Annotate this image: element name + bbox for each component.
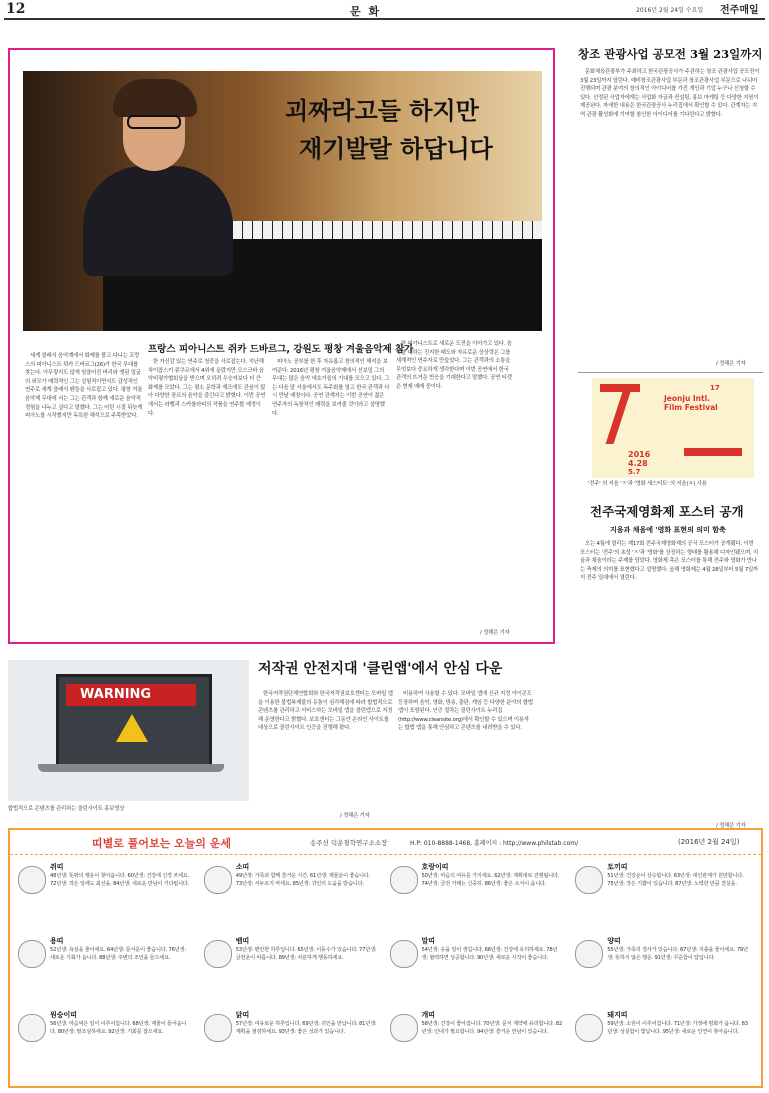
main-story-frame bbox=[8, 48, 555, 644]
zodiac-animal-icon bbox=[204, 1014, 232, 1042]
zodiac-fortune-text: 58년생: 건강이 좋아집니다. 70년생: 문서 계약에 유리합니다. 82년생: 인내가 필요합니다. 94년생: 즐거운 만남이 있습니다. bbox=[421, 1021, 563, 1036]
sidebar-body: 문화체육관광부가 주최하고 한국관광공사가 주관하는 창조 관광사업 공모전이 3월 23일까지 열린다. 예비창조관광사업 부문과 창조관광사업 부문으로 나뉘어 진행되며 관광 분야의 창의적인 아이디어를 가진 개인과 기업 누구나 신청할 수 있다. 선정된 사업자에게는 사업화 자금과 컨설팅, 홍보 마케팅 등 다양한 지원이 제공된다. 자세한 내용은 한국관광공사 누리집에서 확인할 수 있다. 관계자는 지역 관광 활성화에 기여할 참신한 아이디어를 기다린다고 밝혔다. bbox=[580, 69, 760, 118]
zodiac-fortune-text: 59년생: 소원이 이루어집니다. 71년생: 가정에 평화가 옵니다. 83년생: 성실함이 빛납니다. 95년생: 새로운 인연이 찾아옵니다. bbox=[607, 1021, 748, 1036]
zodiac-animal-icon bbox=[18, 1014, 46, 1042]
fortune-cell bbox=[386, 860, 568, 930]
zodiac-fortune-text: 55년생: 가족의 경사가 있습니다. 67년생: 지출을 줄이세요. 79년생: 뜻하지 않은 행운. 91년생: 꾸준함이 답입니다. bbox=[607, 947, 748, 962]
warning-caption: 합법적으로 콘텐츠를 관리하는 클린사이트 홍보영상 bbox=[8, 806, 125, 812]
zodiac-name: 소띠 bbox=[235, 863, 250, 871]
zodiac-name: 말띠 bbox=[421, 937, 436, 945]
poster-headline: 전주국제영화제 포스터 공개 bbox=[590, 504, 744, 519]
zodiac-fortune-text: 56년생: 마음먹은 일이 이루어집니다. 68년생: 재물이 들어옵니다. 80년생: 말조심하세요. 92년생: 기회를 잡으세요. bbox=[50, 1021, 187, 1036]
zodiac-animal-icon bbox=[204, 866, 232, 894]
fortune-title: 띠별로 풀어보는 오늘의 운세 bbox=[92, 837, 231, 850]
main-col-2: 한 자신감 있는 연주로 청중을 사로잡는다. 지난해 차이콥스키 콩쿠르에서 4위에 올랐지만 모스크바 음악비평가협회상을 받으며 오히려 우승자보다 더 큰 화제를 모았다. 그는 평소 문학과 재즈에도 관심이 많아 다양한 장르의 음악을 즐긴다고 밝혔다. 이번 공연에서는 라벨과 스카를라티의 작품을 연주할 예정이다. bbox=[148, 359, 266, 417]
zodiac-animal-icon bbox=[575, 1014, 603, 1042]
zodiac-fortune-text: 48년생: 뜻밖의 행운이 찾아옵니다. 60년생: 건강에 신경 쓰세요. 72년생: 작은 일에도 최선을. 84년생: 새로운 만남이 기다립니다. bbox=[50, 873, 190, 888]
poster-caption: '전주' 의 지음 'ㅈ'과 '영화 새스터트' 의 지음(ㅍ) 사용 bbox=[588, 481, 707, 487]
pianist-photo bbox=[23, 71, 542, 331]
zodiac-fortune-text: 53년생: 편안한 하루입니다. 65년생: 이동수가 있습니다. 77년생: 금전운이 따릅니다. 89년생: 차분하게 행동하세요. bbox=[235, 947, 377, 962]
zodiac-name: 돼지띠 bbox=[607, 1011, 628, 1019]
warning-triangle-icon bbox=[116, 714, 148, 742]
poster-title: Jeonju Intl. Film Festival bbox=[664, 394, 718, 412]
zodiac-fortune-text: 52년생: 욕심을 줄이세요. 64년생: 문서운이 좋습니다. 76년생: 새로운 기회가 옵니다. 88년생: 주변의 조언을 들으세요. bbox=[50, 947, 186, 962]
main-col-4: 한 피아니스트로 새로운 도전을 이어가고 있다. 음악을 대하는 진지한 태도와 자유로운 상상력은 그를 세계적인 연주자로 만들었다. 그는 관객과의 소통을 무엇보다 중요하게 생각한다며 이번 공연에서 한국 관객의 뜨거운 반응을 기대한다고 말했다. 공연 티켓은 현재 예매 중이다. bbox=[396, 341, 512, 390]
zodiac-animal-icon bbox=[390, 866, 418, 894]
fortune-date: (2016년 2월 24일) bbox=[678, 838, 740, 846]
zodiac-fortune-text: 49년생: 가족과 함께 즐거운 시간. 61년생: 재물운이 좋습니다. 73년생: 서두르지 마세요. 85년생: 귀인의 도움을 받습니다. bbox=[235, 873, 371, 888]
fortune-cell bbox=[571, 1008, 753, 1078]
page-number: 12 bbox=[6, 1, 26, 17]
fortune-contact: H.P: 010-8888-1468, 홈페이지 : http://www.philstab.com/ bbox=[410, 840, 579, 847]
zodiac-animal-icon bbox=[204, 940, 232, 968]
zodiac-fortune-text: 54년생: 웃을 일이 생깁니다. 66년생: 건강에 유의하세요. 78년생: 협력하면 성공합니다. 90년생: 새로운 시작이 좋습니다. bbox=[421, 947, 558, 962]
zodiac-fortune-text: 50년생: 마음의 여유를 가지세요. 62년생: 계획대로 진행됩니다. 74년생: 금전 거래는 신중히. 86년생: 좋은 소식이 옵니다. bbox=[421, 873, 560, 888]
clean-col-1: 한국저작권단체연합회와 한국저작권보호센터는 모바일 앱을 이용한 불법복제물의 유통이 심각해짐에 따라 합법적으로 콘텐츠를 관리하고 서비스하는 모바일 앱을 클린앱으로 지정해 운영한다고 밝혔다. 보호센터는 그동안 온라인 사이트를 대상으로 클린사이트 인증을 진행해 왔다. bbox=[258, 691, 393, 732]
fortune-cell bbox=[200, 860, 382, 930]
zodiac-fortune-text: 57년생: 여유로운 하루입니다. 69년생: 귀인을 만납니다. 81년생: 계획을 점검하세요. 93년생: 좋은 성과가 있습니다. bbox=[235, 1021, 377, 1036]
clean-headline: 저작권 안전지대 '클린앱'에서 안심 다운 bbox=[258, 661, 503, 677]
poster-subhead: 지움과 채움에 '영화 표현의 의미 함축 bbox=[610, 526, 726, 534]
fortune-provider: 송주선 덕운철학연구소소장 bbox=[310, 839, 388, 847]
fortune-cell bbox=[571, 860, 753, 930]
poster-jieut-shape bbox=[600, 384, 640, 392]
laptop-base bbox=[38, 764, 224, 772]
clean-col-2: 비용하여 사용할 수 있다. 모바일 앱에 신규 지정 아이콘도 등장하며 음악, 영화, 방송, 출판, 게임 등 다양한 분야의 합법 앱이 포함된다. 인증 절차는 클린사이트 누리집(http://www.cleansite.org)에서 확인할 수 있으며 이용자는 합법 앱을 통해 안심하고 콘텐츠를 내려받을 수 있다. bbox=[398, 691, 533, 732]
fortune-cell bbox=[200, 934, 382, 1004]
poster-pieup-shape bbox=[684, 448, 742, 456]
zodiac-animal-icon bbox=[390, 940, 418, 968]
zodiac-animal-icon bbox=[575, 940, 603, 968]
zodiac-name: 개띠 bbox=[421, 1011, 436, 1019]
zodiac-name: 토끼띠 bbox=[607, 863, 628, 871]
masthead-rule bbox=[4, 18, 765, 20]
warning-text: WARNING bbox=[80, 687, 152, 702]
poster-byline: / 정해은 기자 bbox=[716, 823, 746, 829]
zodiac-name: 뱀띠 bbox=[235, 937, 250, 945]
main-headline-line1: 괴짜라고들 하지만 bbox=[285, 96, 479, 125]
zodiac-animal-icon bbox=[18, 940, 46, 968]
clean-byline: / 정해은 기자 bbox=[340, 813, 370, 819]
zodiac-name: 용띠 bbox=[50, 937, 64, 945]
sidebar-divider bbox=[578, 372, 763, 373]
main-col-1: 세계 클래식 음악계에서 화제를 몰고 다니는 프랑스의 피아니스트 뤼카 드바르그(26)가 한국 무대를 찾는다. 아무렇지도 않게 헝클어진 머리와 앳된 얼굴의 외모가 매력적인 그는 실험적이면서도 감성적인 연주로 세계 클래식 팬들을 사로잡고 있다. 평창 겨울음악제 무대에 서는 그는 관객과 함께 새로운 음악적 경험을 나누고 싶다고 말했다. 그는 어린 시절 뒤늦게 피아노를 시작했지만 독특한 해석으로 주목받았다. bbox=[25, 353, 143, 420]
poster-date-start: 4.28 bbox=[628, 459, 648, 468]
poster-year: 2016 bbox=[628, 450, 651, 459]
main-subhead: 프랑스 피아니스트 쥐카 드바르그, 강원도 평창 겨울음악제 참가 bbox=[148, 344, 414, 355]
sidebar-headline: 창조 관광사업 공모전 3월 23일까지 bbox=[578, 47, 763, 61]
fortune-cell bbox=[14, 860, 196, 930]
fortune-cell bbox=[386, 934, 568, 1004]
main-byline: / 정해은 기자 bbox=[480, 630, 510, 636]
pianist-figure bbox=[83, 166, 233, 276]
zodiac-fortune-text: 51년생: 건강운이 상승합니다. 63년생: 대인관계가 원만합니다. 75년생: 작은 기쁨이 있습니다. 87년생: 노력한 만큼 결실을. bbox=[607, 873, 744, 888]
sidebar-byline: / 정해은 기자 bbox=[716, 361, 746, 367]
poster-jieut-stroke bbox=[606, 392, 631, 444]
fortune-cell bbox=[386, 1008, 568, 1078]
paper-name: 전주매일 bbox=[720, 5, 759, 16]
poster-edition: 17 bbox=[710, 384, 720, 392]
festival-poster bbox=[592, 378, 754, 478]
zodiac-animal-icon bbox=[18, 866, 46, 894]
zodiac-name: 닭띠 bbox=[235, 1011, 250, 1019]
fortune-cell bbox=[200, 1008, 382, 1078]
zodiac-name: 쥐띠 bbox=[50, 863, 64, 871]
zodiac-name: 양띠 bbox=[607, 937, 621, 945]
poster-date-end: 5.7 bbox=[628, 468, 641, 476]
section-title: 문 화 bbox=[350, 5, 382, 18]
fortune-frame bbox=[8, 828, 763, 1088]
fortune-cell bbox=[571, 934, 753, 1004]
zodiac-animal-icon bbox=[575, 866, 603, 894]
zodiac-animal-icon bbox=[390, 1014, 418, 1042]
pianist-hair bbox=[113, 79, 197, 117]
poster-body: 오는 4월에 열리는 제17회 전주국제영화제의 공식 포스터가 공개됐다. 이번 포스터는 '전주'의 초성 'ㅈ'과 '영화'를 상징하는 형태를 활용해 디자인됐으며, 지움과 채움이라는 주제를 담았다. 영화제 측은 포스터를 통해 전주와 영화가 만나는 축제의 의미를 표현했다고 설명했다. 올해 영화제는 4월 28일부터 5월 7일까지 전주 일대에서 열린다. bbox=[580, 541, 759, 582]
fortune-cell bbox=[14, 934, 196, 1004]
fortune-cell bbox=[14, 1008, 196, 1078]
fortune-grid bbox=[14, 860, 757, 1082]
pianist-glasses bbox=[127, 115, 181, 129]
zodiac-name: 원숭이띠 bbox=[50, 1011, 78, 1019]
warning-image bbox=[8, 660, 249, 801]
main-headline-line2: 재기발랄 하답니다 bbox=[299, 134, 493, 163]
main-col-3: 피아노 공부를 한 후 자유롭고 창의적인 해석을 보여준다. 2016년 평창 겨울음악제에서 선보일 그의 무대는 많은 음악 애호가들의 기대를 모으고 있다. 그는 다음 달 서울에서도 독주회를 열고 한국 관객과 다시 만날 예정이다. 공연 관계자는 이번 공연이 젊은 연주자의 독창적인 매력을 보여줄 것이라고 설명했다. bbox=[272, 359, 390, 417]
zodiac-name: 호랑이띠 bbox=[421, 863, 449, 871]
issue-date: 2016년 2월 24일 수요일 bbox=[636, 7, 704, 14]
